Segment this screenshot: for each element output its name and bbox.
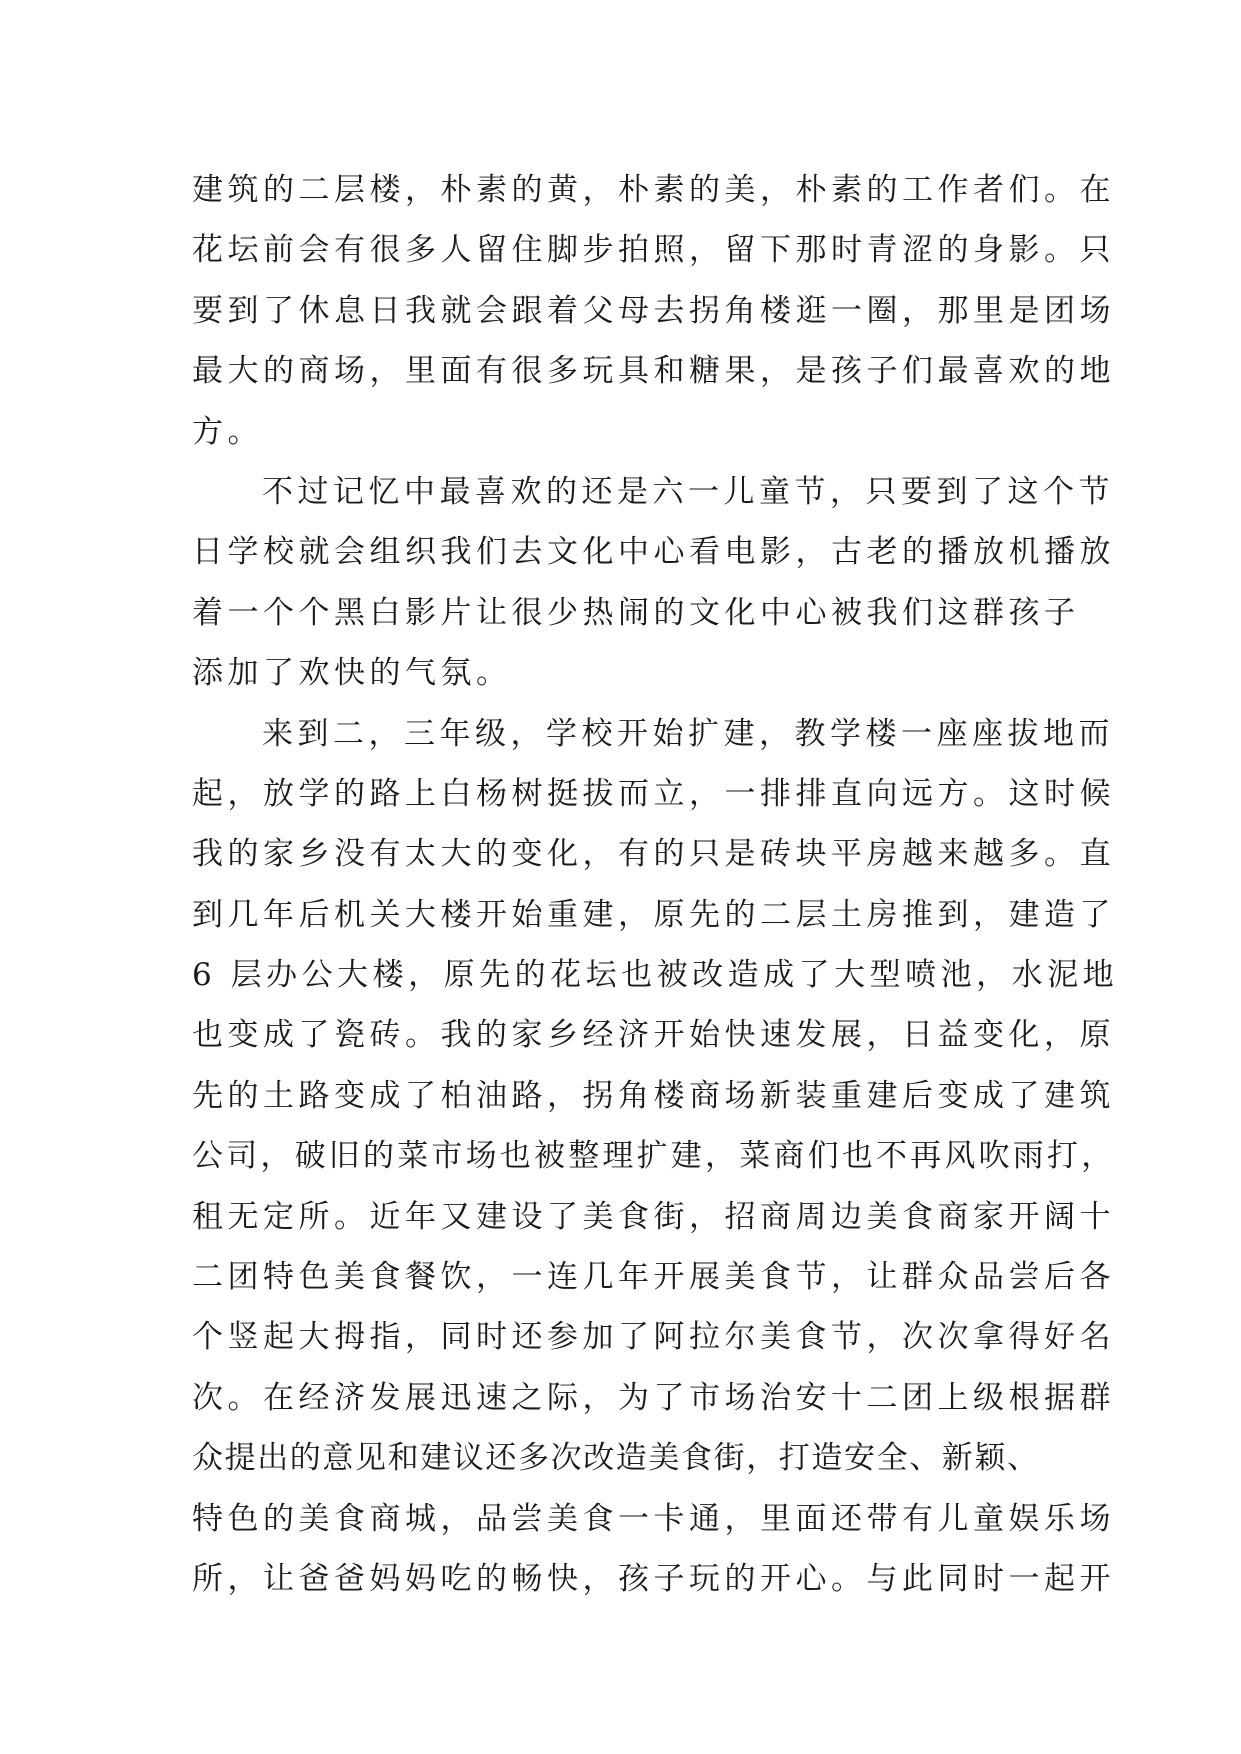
- text-line: 要到了休息日我就会跟着父母去拐角楼逛一圈，那里是团场: [192, 292, 1115, 329]
- text-line: 特色的美食商城，品尝美食一卡通，里面还带有儿童娱乐场: [192, 1500, 1115, 1537]
- text-line: 我的家乡没有太大的变化，有的只是砖块平房越来越多。直: [192, 836, 1115, 873]
- text-line: 着一个个黑白影片让很少热闹的文化中心被我们这群孩子: [192, 594, 1080, 631]
- text-line: 6 层办公大楼，原先的花坛也被改造成了大型喷池，水泥地: [192, 957, 1119, 994]
- text-line: 最大的商场，里面有很多玩具和糖果，是孩子们最喜欢的地: [192, 353, 1115, 390]
- text-line: 方。: [192, 413, 263, 450]
- text-line: 日学校就会组织我们去文化中心看电影，古老的播放机播放: [192, 534, 1115, 571]
- text-line: 所，让爸爸妈妈吃的畅快，孩子玩的开心。与此同时一起开: [192, 1560, 1115, 1597]
- paragraph-first-line: 不过记忆中最喜欢的还是六一儿童节，只要到了这个节: [262, 473, 1114, 510]
- text-line: 个竖起大拇指，同时还参加了阿拉尔美食节，次次拿得好名: [192, 1319, 1115, 1356]
- text-line: 到几年后机关大楼开始重建，原先的二层土房推到，建造了: [192, 896, 1115, 933]
- text-line: 众提出的意见和建议还多次改造美食街，打造安全、新颖、: [192, 1440, 1040, 1477]
- text-line: 花坛前会有很多人留住脚步拍照，留下那时青涩的身影。只: [192, 232, 1115, 269]
- text-line: 租无定所。近年又建设了美食街，招商周边美食商家开阔十: [192, 1198, 1115, 1235]
- text-line: 建筑的二层楼，朴素的黄，朴素的美，朴素的工作者们。在: [192, 172, 1115, 208]
- body-text: [192, 160, 1119, 1609]
- text-line: 添加了欢快的气氛。: [192, 655, 512, 692]
- text-line: 公司，破旧的菜市场也被整理扩建，菜商们也不再风吹雨打，: [192, 1138, 1116, 1175]
- text-line: 次。在经济发展迅速之际，为了市场治安十二团上级根据群: [192, 1379, 1115, 1416]
- text-line: 也变成了瓷砖。我的家乡经济开始快速发展，日益变化，原: [192, 1017, 1115, 1054]
- text-line: 起，放学的路上白杨树挺拔而立，一排排直向远方。这时候: [192, 775, 1115, 812]
- paragraph-first-line: 来到二，三年级，学校开始扩建，教学楼一座座拔地而: [262, 715, 1114, 752]
- text-line: 先的土路变成了柏油路，拐角楼商场新装重建后变成了建筑: [192, 1077, 1115, 1114]
- text-line: 二团特色美食餐饮，一连几年开展美食节，让群众品尝后各: [192, 1259, 1115, 1296]
